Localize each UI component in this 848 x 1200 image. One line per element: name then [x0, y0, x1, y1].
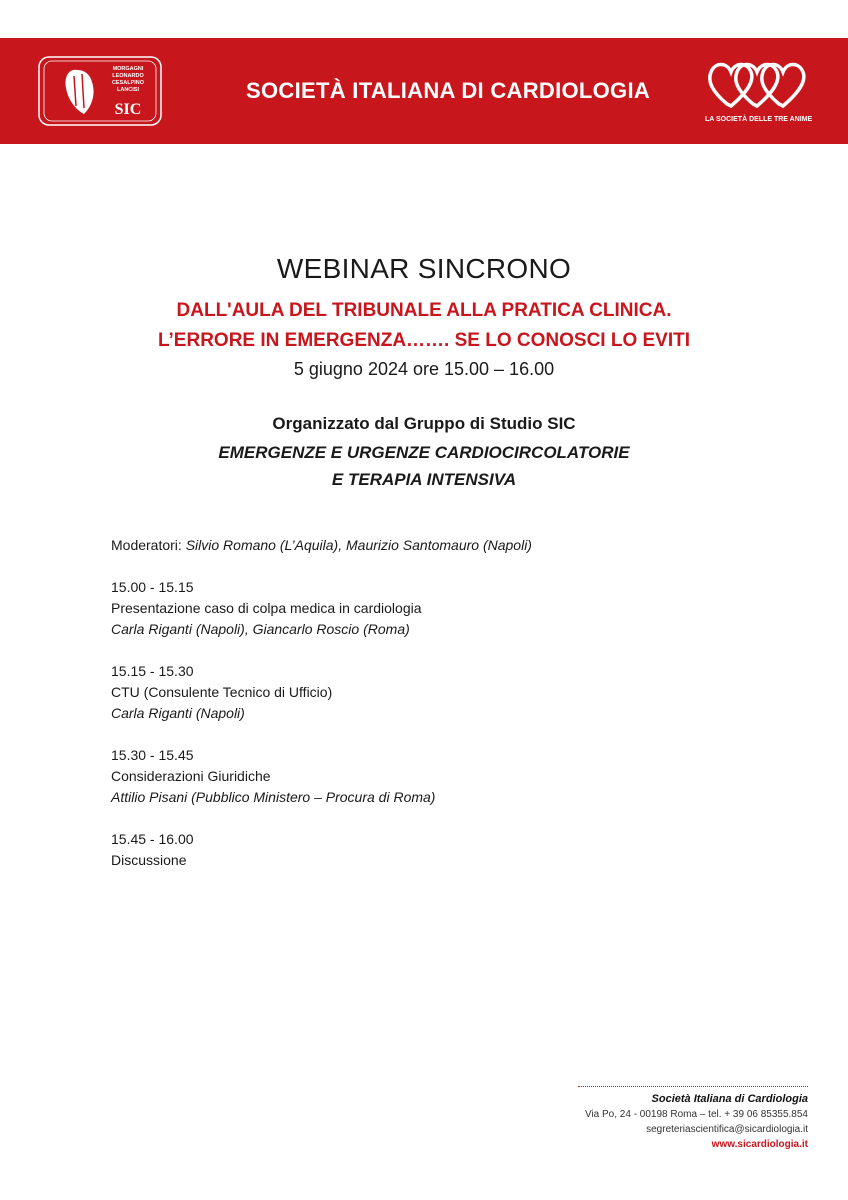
logo-caption: LA SOCIETÀ DELLE TRE ANIME — [705, 116, 813, 123]
study-group-line1: EMERGENZE E URGENZE CARDIOCIRCOLATORIE — [218, 443, 630, 462]
moderators-names: Silvio Romano (L’Aquila), Maurizio Santomauro (Napoli) — [185, 537, 532, 553]
event-subtitle-line1: DALL'AULA DEL TRIBUNALE ALLA PRATICA CLINICA. — [176, 300, 672, 321]
session-1 — [111, 577, 751, 640]
sic-historical-logo — [38, 56, 162, 126]
session-time: 15.00 - 15.15 — [111, 579, 194, 595]
session-speakers: Carla Riganti (Napoli), Giancarlo Roscio (Roma) — [111, 621, 410, 637]
event-title: WEBINAR SINCRONO — [276, 253, 572, 284]
three-hearts-icon — [705, 52, 809, 114]
svg-text:LANCISI: LANCISI — [117, 87, 139, 93]
event-subtitle-line2: L’ERRORE IN EMERGENZA……. SE LO CONOSCI LO EVITI — [157, 330, 691, 351]
session-time: 15.45 - 16.00 — [111, 831, 194, 847]
program — [111, 535, 751, 871]
three-hearts-logo — [705, 52, 813, 134]
session-speakers: Carla Riganti (Napoli) — [111, 705, 245, 721]
session-time: 15.30 - 15.45 — [111, 747, 194, 763]
svg-text:SIC: SIC — [114, 101, 142, 118]
organizer-line: Organizzato dal Gruppo di Studio SIC — [272, 414, 576, 433]
footer-address: Via Po, 24 - 00198 Roma – tel. + 39 06 85355.854 — [584, 1109, 808, 1120]
session-title: Presentazione caso di colpa medica in cardiologia — [111, 600, 422, 616]
study-group-line2: E TERAPIA INTENSIVA — [331, 470, 517, 489]
footer-divider — [578, 1086, 808, 1088]
event-date: 5 giugno 2024 ore 15.00 – 16.00 — [293, 359, 555, 379]
svg-text:MORGAGNI: MORGAGNI — [112, 66, 144, 72]
session-speakers: Attilio Pisani (Pubblico Ministero – Procura di Roma) — [111, 789, 436, 805]
session-4 — [111, 829, 751, 871]
footer-email[interactable]: segreteriascientifica@sicardiologia.it — [646, 1124, 808, 1135]
session-title: Considerazioni Giuridiche — [111, 768, 271, 784]
footer-society-name: Società Italiana di Cardiologia — [651, 1093, 808, 1105]
session-time: 15.15 - 15.30 — [111, 663, 194, 679]
svg-text:LEONARDO: LEONARDO — [112, 73, 144, 79]
moderators-row — [111, 535, 751, 556]
header-banner — [0, 38, 848, 144]
session-title: Discussione — [111, 852, 187, 868]
footer-website[interactable]: www.sicardiologia.it — [711, 1139, 808, 1150]
session-title: CTU (Consulente Tecnico di Ufficio) — [111, 684, 333, 700]
session-3 — [111, 745, 751, 808]
society-title: SOCIETÀ ITALIANA DI CARDIOLOGIA — [246, 78, 651, 103]
svg-text:CESALPINO: CESALPINO — [111, 80, 145, 86]
moderators-label: Moderatori: — [111, 537, 182, 553]
footer — [585, 1092, 808, 1152]
session-2 — [111, 661, 751, 724]
